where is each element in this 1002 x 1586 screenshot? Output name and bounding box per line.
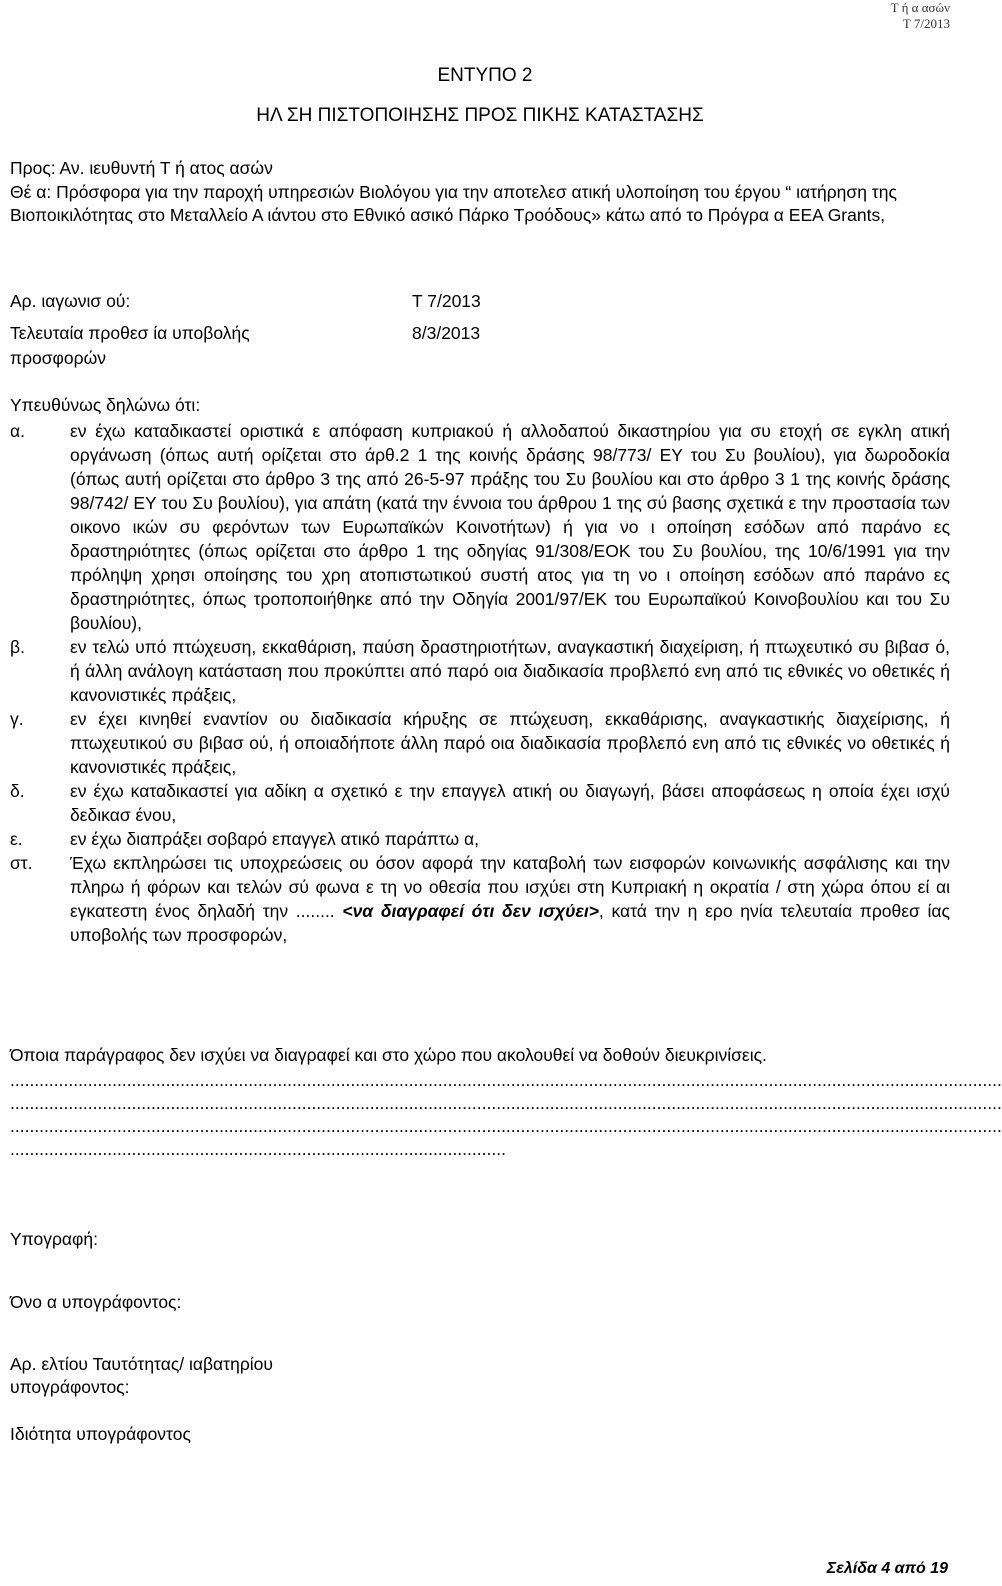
declaration-list — [10, 419, 950, 947]
dotted-line: ............................................................................................................................................................................................................ — [10, 1116, 1002, 1136]
subject-text: Θέ α: Πρόσφορα για την παροχή υπηρεσιών Βιολόγου για την αποτελεσ ατική υλοποίηση του έργου “ ιατήρηση της Βιοποικιλότητας στο Μεταλλείο Α ιάντου στο Εθνικό ασικό Πάρκο Τροόδους» κάτω από το Πρόγρα α ΕΕΑ Grants, — [10, 182, 897, 225]
item-text — [70, 851, 950, 947]
deadline-label-line-2: προσφορών — [10, 348, 107, 368]
deadline-label-line-1: Τελευταία προθεσ ία υποβολής — [10, 323, 250, 343]
id-label — [10, 1353, 950, 1399]
header-line-2: Τ 7/2013 — [902, 16, 950, 31]
dotted-line: ............................................................................................................................................................................................................ — [10, 1093, 1002, 1113]
item-label: δ. — [10, 781, 25, 801]
item-text: εν έχει κινηθεί εναντίον ου διαδικασία κήρυξης σε πτώχευση, εκκαθάρισης, αναγκαστικής διαχείρισης, ή πτωχευτικού συ βιβασ ού, ή οποιαδήποτε άλλη παρό οια διαδικασία προβλεπό ενη από τις εθνικές νο οθετικές ή κανονιστικές πράξεις, — [70, 709, 950, 777]
declaration-item — [10, 707, 950, 779]
item-text: εν τελώ υπό πτώχευση, εκκαθάριση, παύση δραστηριοτήτων, αναγκαστική διαχείριση, ή πτωχευτικό συ βιβασ ό, ή άλλη ανάλογη κατάσταση που προκύπτει από παρό οια διαδικασία προβλεπό ενη από τις εθνικές νο οθετικές ή κανονιστικές πράξεις, — [70, 637, 950, 705]
capacity-label: Ιδιότητα υπογράφοντος — [10, 1424, 191, 1444]
page-header — [891, 0, 950, 32]
declaration-item — [10, 827, 950, 851]
delete-note: <να διαγραφεί ότι δεν ισχύει> — [342, 901, 599, 921]
declaration-item — [10, 779, 950, 827]
item-label: β. — [10, 637, 25, 657]
id-label-line-2: υπογράφοντος: — [10, 1377, 130, 1397]
id-label-line-1: Αρ. ελτίου Ταυτότητας/ ιαβατηρίου — [10, 1354, 273, 1374]
item-text-tail: , κατά την η ερο ηνία τελευταία προθεσ ίας υποβολής των προσφορών, — [70, 901, 950, 945]
declaration-item — [10, 851, 950, 947]
deadline-value: 8/3/2013 — [412, 323, 481, 343]
declaration-item — [10, 635, 950, 707]
item-text: εν έχω καταδικαστεί οριστικά ε απόφαση κυπριακού ή αλλοδαπού δικαστηρίου για συ ετοχή σε εγκλη ατική οργάνωση (όπως αυτή ορίζεται στο άρθ.2 1 της κοινής δράσης 98/773/ ΕΥ του Συ βουλίου), για δωροδοκία (όπως αυτή ορίζεται στο άρθρο 3 της από 26-5-97 πράξης του Συ βουλίου και στο άρθρο 3 1 της κοινής δράσης 98/742/ ΕΥ του Συ βουλίου), για απάτη (κατά την έννοια του άρθρου 1 της σύ βασης σχετικά ε την προστασία των οικονο ικών συ φερόντων των Ευρωπαϊκών Κοινοτήτων) ή για νο ι οποίηση εσόδων από παράνο ες δραστηριότητες (όπως ορίζεται στο άρθρο 1 της οδηγίας 91/308/ΕΟΚ του Συ βουλίου, της 10/6/1991 για την πρόληψη χρησι οποίησης του χρη ατοπιστωτικού συστή ατος για τη νο ι οποίηση εσόδων από παράνο ες δραστηριότητες, όπως τροποποιήθηκε από την Οδηγία 2001/97/ΕΚ του Ευρωπαϊκού Κοινοβουλίου και του Συ βουλίου), — [70, 421, 950, 633]
dotted-line: ...................................................................................................... — [10, 1139, 506, 1159]
item-text: εν έχω καταδικαστεί για αδίκη α σχετικό ε την επαγγελ ατική ου διαγωγή, βάσει αποφάσεως η οποία έχει ισχύ δεδικασ ένου, — [70, 781, 950, 825]
declaration-item — [10, 419, 950, 635]
to-line: Προς: Αν. ιευθυντή Τ ή ατος ασών — [10, 158, 273, 178]
form-title: ΕΝΤΥΠΟ 2 — [437, 65, 533, 86]
declaration-intro: Υπευθύνως δηλώνω ότι: — [10, 395, 201, 415]
item-label: στ. — [10, 853, 33, 873]
signer-name-label: Όνο α υπογράφοντος: — [10, 1292, 182, 1312]
signature-label: Υπογραφή: — [10, 1229, 98, 1249]
deadline-label — [10, 321, 250, 371]
dotted-line: ............................................................................................................................................................................................................ — [10, 1070, 1002, 1090]
item-text-start: Έχω εκπληρώσει τις υποχρεώσεις ου όσον αφορά την καταβολή των εισφορών κοινωνικής ασφάλισης και την πληρω ή φόρων και τελών σύ φωνα ε τη νο οθεσία που ισχύει στη Κυπριακή η οκρατία / στη χώρα όπου εί αι εγκατεστη ένος δηλαδή την ........ — [70, 853, 950, 921]
competition-value: Τ 7/2013 — [412, 291, 481, 311]
header-line-1: Τ ή α ασών — [890, 0, 950, 15]
form-subtitle: ΗΛ ΣΗ ΠΙΣΤΟΠΟΙΗΣΗΣ ΠΡΟΣ ΠΙΚΗΣ ΚΑΤΑΣΤΑΣΗΣ — [256, 105, 704, 126]
competition-label: Αρ. ιαγωνισ ού: — [10, 291, 131, 311]
item-label: ε. — [10, 829, 23, 849]
item-label: γ. — [10, 709, 24, 729]
note-text: Όποια παράγραφος δεν ισχύει να διαγραφεί και στο χώρο που ακολουθεί να δοθούν διευκρινίσεις. — [10, 1045, 767, 1065]
item-label: α. — [10, 421, 25, 441]
page-number: Σελίδα 4 από 19 — [826, 1560, 948, 1577]
item-text: εν έχω διαπράξει σοβαρό επαγγελ ατικό παράπτω α, — [70, 829, 479, 849]
